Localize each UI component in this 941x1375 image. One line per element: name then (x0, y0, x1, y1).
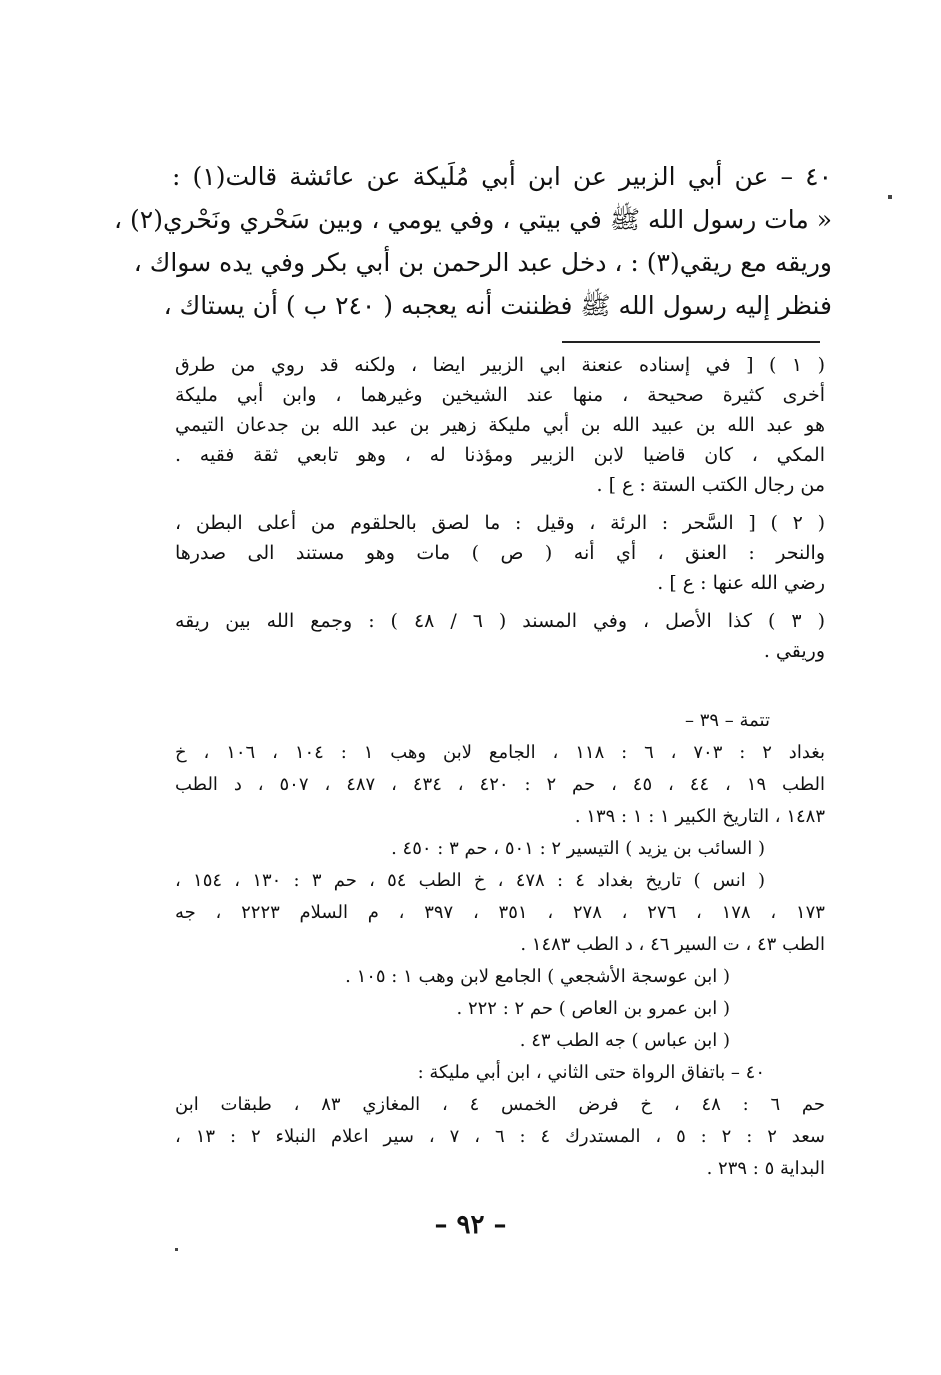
footnote-line: هو عبد الله بن عبيد الله بن أبي مليكة زهير بن عبد الله بن جدعان التيمي (175, 414, 825, 436)
footnote-line: والنحر : العنق ، أي أنه ( ص ) مات وهو مستند الى صدرها (175, 542, 825, 564)
tatimma-line: بغداد ٢ : ٧٠٣ ، ٦ : ١١٨ ، الجامع لابن وهب ١ : ١٠٤ ، ١٠٦ ، خ (175, 742, 825, 763)
footnote-line: ( ٣ ) كذا الأصل ، وفي المسند ( ٦ / ٤٨ ) : وجمع الله بين ريقه (175, 610, 826, 632)
footnote-line: المكي ، كان قاضيا لابن الزبير ومؤذنا له ، وهو تابعي ثقة فقيه . (175, 444, 825, 466)
footnotes (175, 350, 825, 674)
tatimma-line: ١٤٨٣ ، التاريخ الكبير ١ : ١ : ١٣٩ . (574, 806, 825, 827)
tatimma-line: ( السائب بن يزيد ) التيسير ٢ : ٥٠١ ، حم ٣ : ٤٥٠ . (391, 838, 765, 859)
scan-speck (888, 195, 892, 199)
footnote-line: رضي الله عنها : ع ] . (657, 572, 825, 594)
tatimma-line: ( ابن عباس ) جه الطب ٤٣ . (519, 1030, 730, 1051)
scan-speck (175, 1248, 178, 1251)
tatimma-line: ٤٠ – باتفاق الرواة حتى الثاني ، ابن أبي مليكة : (417, 1062, 765, 1083)
page-number: – ٩٢ – (434, 1210, 507, 1240)
tatimma-line: ١٧٣ ، ١٧٨ ، ٢٧٦ ، ٢٧٨ ، ٣٥١ ، ٣٩٧ ، م السلام ٢٢٢٣ ، جه (175, 902, 825, 923)
tatimma-line: الطب ٤٣ ، ت السير ٤٦ ، د الطب ١٤٨٣ . (520, 934, 825, 955)
tatimma-line: حم ٦ : ٤٨ ، خ فرض الخمس ٤ ، المغازي ٨٣ ، طبقات ابن (175, 1094, 826, 1115)
footnote-line: أخرى كثيرة صحيحة ، منها عند الشيخين وغيرهما ، وابن أبي مليكة (175, 384, 825, 406)
tatimma-line: سعد ٢ : ٢ : ٥ ، المستدرك ٤ : ٦ ، ٧ ، سير اعلام النبلاء ٢ : ١٣ ، (175, 1126, 825, 1147)
main-text (113, 155, 832, 327)
footnote-line: من رجال الكتب الستة : ع ] . (596, 474, 825, 496)
footnote-divider (562, 341, 820, 343)
main-line: ٤٠ – عن أبي الزبير عن ابن أبي مُلَيكة عن عائشة قالت(١) : (172, 162, 832, 191)
tatimma-line: الطب ١٩ ، ٤٤ ، ٤٥ ، حم ٢ : ٤٢٠ ، ٤٣٤ ، ٤٨٧ ، ٥٠٧ ، د الطب (175, 774, 825, 795)
tatimma-heading: تتمة – ٣٩ – (684, 710, 770, 731)
main-line: « مات رسول الله ﷺ في بيتي ، وفي يومي ، وبين سَحْري ونَحْري(٢) ، (113, 205, 832, 234)
footnote-line: ( ١ ) [ في إسناده عنعنة ابي الزبير ايضا ، ولكنه قد روي من طرق (175, 354, 825, 376)
main-line: وريقه مع ريقي(٣) : ، دخل عبد الرحمن بن أبي بكر وفي يده سواك ، (133, 248, 832, 277)
tatimma-line: ( انس ) تاريخ بغداد ٤ : ٤٧٨ ، خ الطب ٥٤ ، حم ٣ : ١٣٠ ، ١٥٤ ، (175, 870, 765, 891)
footnote-2 (175, 508, 825, 598)
footnote-line: ( ٢ ) [ السَّحر : الرئة ، وقيل : ما لصق بالحلقوم من أعلى البطن ، (175, 512, 825, 534)
tatimma-line: ( ابن عمرو بن العاص ) حم ٢ : ٢٢٢ . (456, 998, 730, 1019)
main-line: فنظر إليه رسول الله ﷺ فظننت أنه يعجبه ( ٢٤٠ ب ) أن يستاك ، (163, 291, 832, 320)
footnote-3 (175, 606, 825, 666)
tatimma-line: البداية ٥ : ٢٣٩ . (706, 1158, 825, 1179)
footnote-1 (175, 350, 825, 500)
tatimma-line: ( ابن عوسجة الأشجعي ) الجامع لابن وهب ١ : ١٠٥ . (345, 966, 730, 987)
footnote-line: وريقي . (763, 640, 825, 662)
tatimma-section (175, 705, 825, 1185)
